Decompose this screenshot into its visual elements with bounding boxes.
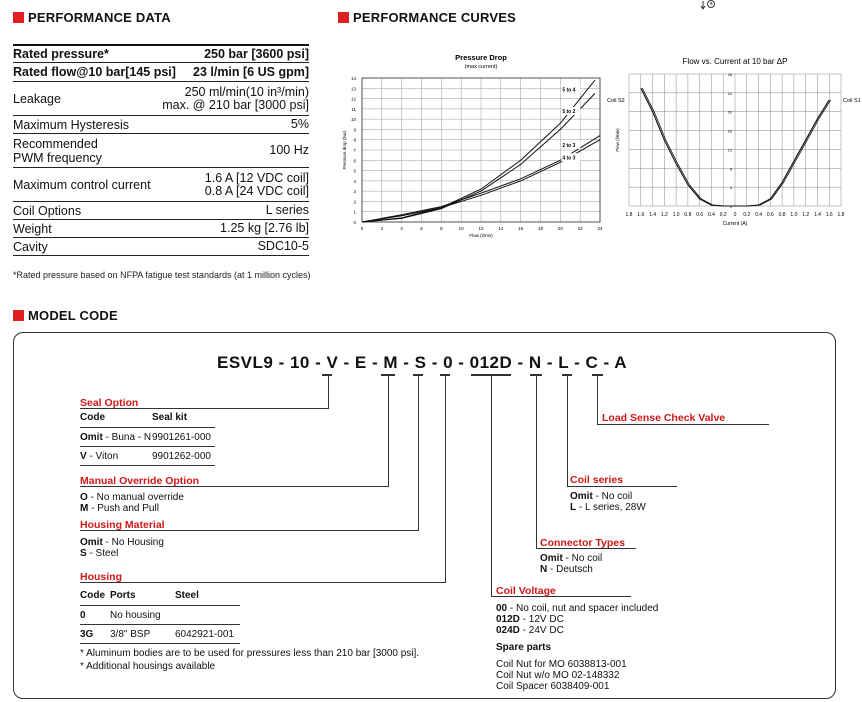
housing-row-0-code: 0 [80,610,86,621]
pressure-drop-svg [340,50,605,245]
manual-opt-m: M - Push and Pull [80,503,159,514]
y-tick-label: 16 [727,129,732,134]
x-tick-label: 20 [557,226,563,231]
housing-row-0-ports: No housing [110,610,161,621]
red-square-icon [13,12,24,23]
coil-voltage-heading: Coil Voltage [496,585,556,597]
table-row: Rated flow@10 bar[145 psi] 23 l/min [6 US gpm] [13,63,309,82]
x-tick-label: 0.2 [743,212,751,218]
model-code-heading: MODEL CODE [13,308,118,323]
x-tick-label: 4 [400,226,403,231]
table-row: Weight 1.25 kg [2.76 lb] [13,220,309,238]
seal-col-kit: Seal kit [152,412,188,423]
x-tick-label: 16 [518,226,524,231]
x-tick-label: 0.2 [719,212,727,218]
table-row: Leakage 250 ml/min(10 in³/min) max. @ 210 bar [3000 psi] [13,82,309,116]
perf-data-table [13,44,309,256]
y-tick-label: 0 [353,220,356,225]
leader-load-sense [597,376,598,424]
x-tick-label: 10 [458,226,464,231]
coil-s1-label: Coil S1 [843,98,861,104]
series-line [362,93,595,222]
x-tick-label: 0.6 [696,212,704,218]
info-clock-icon [700,0,718,15]
x-tick-label: 22 [577,226,583,231]
y-tick-label: 3 [353,189,356,195]
x-tick-label: 0 [733,212,737,218]
spare-parts-heading: Spare parts [496,642,552,653]
y-tick-label: 12 [727,148,732,153]
housing-col-code: Code [80,590,105,601]
spare-part-1: Coil Nut for MO 6038813-001 [496,659,627,670]
leader-housing-h [80,582,446,583]
y-tick-label: 12 [350,96,356,102]
housing-rule [80,605,240,606]
housing-row-3g-ports: 3/8" BSP [110,629,151,640]
y-tick-label: 28 [727,73,732,77]
series-label: 5 to 4 [562,87,576,94]
connector-n: N - Deutsch [540,564,593,575]
model-code-string: ESVL9 - 10 - V - E - M - S - 0 - 012D - N - L - C - A [217,353,627,372]
table-row: Cavity SDC10-5 [13,238,309,256]
leader-manual [388,376,389,486]
x-tick-label: 8 [440,226,443,231]
housing-row-3g-code: 3G [80,629,94,640]
x-tick-label: 0 [360,226,364,231]
table-row: Maximum control current 1.6 A [12 VDC coil] 0.8 A [24 VDC coil] [13,168,309,202]
spare-part-3: Coil Spacer 6038409-001 [496,681,610,692]
x-tick-label: 0.4 [707,212,715,218]
x-tick-label: 1.6 [825,212,833,218]
y-tick-label: 8 [729,167,732,172]
series-line [362,80,595,222]
y-tick-label: 7 [353,148,356,153]
housing-rule [80,624,240,625]
coil-series-l: L - L series, 28W [570,502,646,513]
housing-mat-steel: S - Steel [80,548,119,559]
x-tick-label: 0.8 [684,212,692,218]
housing-rule [80,643,240,644]
housing-note-2: * Additional housings available [80,661,216,672]
flow-vs-current-chart [605,52,861,242]
y-tick-label: 0 [729,205,732,209]
x-tick-label: 1.4 [649,212,657,218]
x-axis-label: Current (A) [722,221,748,227]
seal-rule [80,427,215,428]
y-axis-label: Pressure drop (bar) [342,130,347,170]
x-tick-label: 0.4 [755,212,763,218]
manual-override-heading: Manual Override Option [80,475,200,487]
x-tick-label: 2 [380,226,384,231]
flow-curve-hysteresis [642,88,830,206]
x-tick-label: 1.4 [813,212,821,218]
x-tick-label: 1.8 [625,212,633,218]
rated-pressure-footnote: *Rated pressure based on NFPA fatigue test standards (at 1 million cycles) [13,270,311,280]
y-tick-label: 10 [350,117,356,123]
housing-col-ports: Ports [110,590,136,601]
y-tick-label: 4 [729,186,732,191]
x-tick-label: 24 [597,226,603,231]
y-tick-label: 20 [727,110,732,115]
y-axis-label: Flow (l/min) [615,128,620,152]
coil-series-heading: Coil series [570,474,624,486]
connector-omit: Omit - No coil [540,553,603,564]
connector-types-heading: Connector Types [540,537,625,549]
housing-heading: Housing [80,571,122,583]
x-tick-label: 18 [537,226,544,231]
y-tick-label: 4 [353,178,356,184]
housing-note-1: * Aluminum bodies are to be used for pressures less than 210 bar [3000 psi]. [80,648,420,659]
coil-s2-label: Coil S2 [607,98,625,104]
x-tick-label: 6 [420,226,423,231]
code-underline-v [322,374,332,376]
leader-housing-mat [418,376,419,530]
x-tick-label: 1.0 [672,212,680,218]
chart-subtitle: (max current) [464,64,498,70]
series-label: 2 to 3 [562,142,576,149]
y-tick-label: 2 [353,199,356,205]
series-label: 4 to 3 [562,155,576,162]
coil-voltage-00: 00 - No coil, nut and spacer included [496,603,659,614]
table-row: Maximum Hysteresis 5% [13,116,309,134]
seal-kit-omit: 9901261-000 [152,432,211,443]
x-tick-label: 1.6 [637,212,645,218]
seal-rule [80,446,215,447]
y-tick-label: 24 [727,91,732,96]
pressure-drop-chart [340,50,605,245]
table-row: Rated pressure* 250 bar [3600 psi] [13,44,309,63]
table-row: Coil Options L series [13,202,309,220]
chart-title: Flow vs. Current at 10 bar ΔP [682,57,788,66]
seal-kit-viton: 9901262-000 [152,451,211,462]
coil-voltage-024d: 024D - 24V DC [496,625,564,636]
x-tick-label: 12 [478,226,484,231]
perf-data-heading: PERFORMANCE DATA [13,10,171,25]
leader-seal [328,376,329,408]
series-label: 5 to 2 [562,108,576,115]
coil-series-omit: Omit - No coil [570,491,633,502]
x-tick-label: 0.6 [766,212,774,218]
y-tick-label: 13 [350,86,356,92]
y-tick-label: 14 [350,76,356,81]
y-tick-label: 9 [353,127,356,133]
housing-col-steel: Steel [175,590,199,601]
x-tick-label: 14 [498,226,504,231]
y-tick-label: 8 [353,137,356,143]
perf-curves-heading: PERFORMANCE CURVES [338,10,516,25]
manual-opt-o: O - No manual override [80,492,184,503]
coil-voltage-012d: 012D - 12V DC [496,614,564,625]
y-tick-label: 5 [353,168,356,174]
x-tick-label: 0.8 [778,212,786,218]
seal-row-omit: Omit - Buna - N [80,432,152,443]
seal-row-viton: V - Viton [80,451,119,462]
seal-rule [80,465,215,466]
table-row: Recommended PWM frequency 100 Hz [13,134,309,168]
flow-vs-current-svg [605,52,861,242]
x-tick-label: 1.0 [790,212,798,218]
y-tick-label: 1 [353,209,356,215]
red-square-icon [338,12,349,23]
x-axis-label: Flow (l/min) [469,233,493,238]
spare-part-2: Coil Nut w/o MO 02-148332 [496,670,620,681]
red-square-icon [13,310,24,321]
housing-material-heading: Housing Material [80,519,165,531]
x-tick-label: 1.2 [802,212,810,218]
leader-housing [445,376,446,582]
x-tick-label: 1.8 [837,212,845,218]
seal-option-heading: Seal Option [80,397,139,409]
load-sense-heading: Load Sense Check Valve [602,412,726,424]
housing-mat-omit: Omit - No Housing [80,537,164,548]
leader-voltage [491,376,492,596]
housing-row-3g-steel: 6042921-001 [175,629,234,640]
leader-coil-series [567,376,568,486]
chart-title: Pressure Drop [455,53,507,62]
leader-connector [536,376,537,548]
x-tick-label: 1.2 [660,212,668,218]
y-tick-label: 6 [353,158,356,164]
seal-col-code: Code [80,412,105,423]
y-tick-label: 11 [351,106,356,112]
